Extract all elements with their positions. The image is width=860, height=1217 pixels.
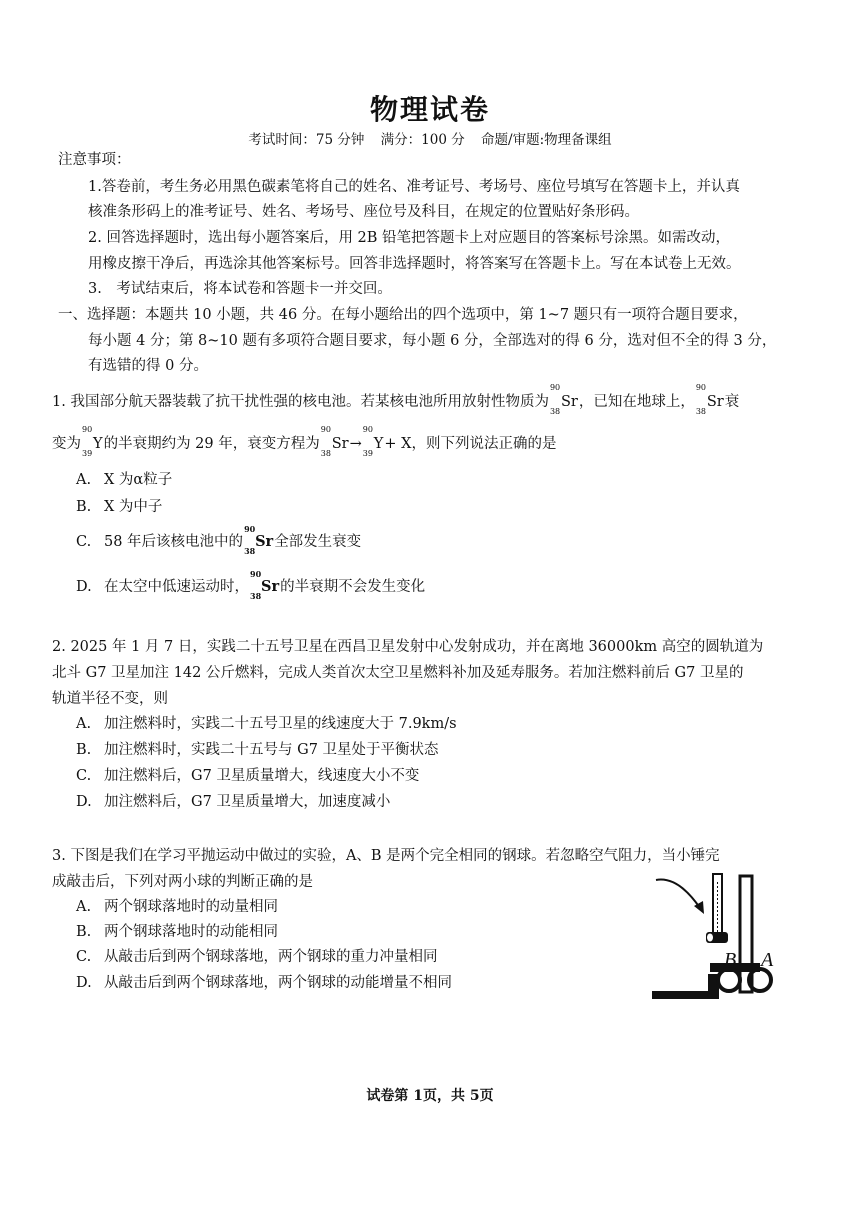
q2-option-a: A. 加注燃料时，实践二十五号卫星的线速度大于 7.9km/s	[76, 716, 457, 732]
notice-heading: 注意事项：	[58, 152, 131, 168]
q2-option-c: C. 加注燃料后，G7 卫星质量增大，线速度大小不变	[76, 768, 420, 784]
q2-line3: 轨道半径不变，则	[52, 691, 168, 707]
q2-line1: 2. 2025 年 1 月 7 日，实践二十五号卫星在西昌卫星发射中心发射成功，并在离地 36000km 高空的圆轨道为	[52, 639, 764, 655]
q3-line1: 3. 下图是我们在学习平抛运动中做过的实验，A、B 是两个完全相同的钢球。若忽略空气阻力，当小锤完	[52, 848, 720, 864]
q1-line2	[52, 425, 557, 458]
nuclide-sr: 90 38 Sr	[320, 425, 349, 458]
q1-text-part3: 衰	[724, 394, 740, 410]
ball-b	[718, 969, 740, 991]
q1-option-c: C. 58 年后该核电池中的 90 38 Sr全部发生衰变	[76, 524, 362, 556]
q1-line1	[52, 383, 740, 416]
hammer-head-highlight	[707, 934, 713, 942]
notice-item-1b: 核准条形码上的准考证号、姓名、考场号、座位号及科目，在规定的位置贴好条形码。	[88, 204, 639, 220]
swing-path	[656, 880, 700, 908]
q3-line2: 成敲击后，下列对两小球的判断正确的是	[52, 874, 313, 890]
exam-info	[0, 128, 860, 148]
nuclide-sr: 90 38 Sr	[244, 524, 274, 556]
q3-option-b: B. 两个钢球落地时的动能相同	[76, 924, 278, 940]
q1-text-part4: 变为	[52, 436, 81, 452]
section1-line1: 一、选择题：本题共 10 小题，共 46 分。在每小题给出的四个选项中，第 1~7 题只有一项符合题目要求，	[58, 307, 748, 323]
q2-option-b: B. 加注燃料时，实践二十五号与 G7 卫星处于平衡状态	[76, 742, 439, 758]
q1-option-d: D. 在太空中低速运动时， 90 38 Sr的半衰期不会发生变化	[76, 569, 426, 601]
q1-text-part2: ，已知在地球上，	[578, 394, 695, 410]
q1-option-b: B. X 为中子	[76, 499, 163, 515]
exam-author: 命题/审题:物理备课组	[481, 132, 612, 148]
label-a: A	[761, 949, 774, 971]
q2-option-d: D. 加注燃料后，G7 卫星质量增大，加速度减小	[76, 794, 391, 810]
q3-option-c: C. 从敲击后到两个钢球落地，两个钢球的重力冲量相同	[76, 949, 438, 965]
ground-base	[652, 991, 716, 999]
notice-item-2a: 2. 回答选择题时，选出每小题答案后，用 2B 铅笔把答题卡上对应题目的答案标号涂黑。如需改动，	[88, 230, 731, 246]
nuclide-y: 90 39 Y	[82, 425, 103, 458]
experiment-figure	[648, 868, 798, 1008]
q1-text-part5: 的半衰期约为 29 年，衰变方程为	[103, 436, 320, 452]
q3-option-a: A. 两个钢球落地时的动量相同	[76, 899, 278, 915]
q1-option-a: A. X 为α粒子	[76, 472, 173, 488]
section1-line3: 有选错的得 0 分。	[88, 358, 208, 374]
q1-text-part6: + X，则下列说法正确的是	[384, 436, 557, 452]
nuclide-sr: 90 38 Sr	[549, 383, 578, 416]
nuclide-y: 90 39 Y	[362, 425, 384, 458]
q3-option-d: D. 从敲击后到两个钢球落地，两个钢球的动能增量不相同	[76, 975, 452, 991]
label-b: B	[724, 949, 737, 971]
page-footer: 试卷第 1页，共 5页	[366, 1088, 494, 1104]
notice-item-3: 3. 考试结束后，将本试卷和答题卡一并交回。	[88, 281, 392, 297]
decay-arrow: →	[349, 436, 362, 452]
nuclide-sr: 90 38 Sr	[695, 383, 724, 416]
exam-time: 考试时间：75 分钟	[248, 132, 365, 148]
notice-item-2b: 用橡皮擦干净后，再选涂其他答案标号。回答非选择题时，将答案写在答题卡上。写在本试卷上无效。	[88, 256, 741, 272]
q1-text-part1: 1. 我国部分航天器装载了抗干扰性强的核电池。若某核电池所用放射性物质为	[52, 394, 549, 410]
nuclide-sr: 90 38 Sr	[250, 569, 280, 601]
page-title: 物理试卷	[369, 93, 490, 126]
notice-item-1a: 1.答卷前，考生务必用黑色碳素笔将自己的姓名、准考证号、考场号、座位号填写在答题卡上，并认真	[88, 179, 740, 195]
q2-line2: 北斗 G7 卫星加注 142 公斤燃料，完成人类首次太空卫星燃料补加及延寿服务。若加注燃料前后 G7 卫星的	[52, 665, 744, 681]
exam-score: 满分：100 分	[380, 132, 465, 148]
section1-line2: 每小题 4 分；第 8~10 题有多项符合题目要求，每小题 6 分，全部选对的得 6 分，选对但不全的得 3 分，	[88, 333, 777, 349]
